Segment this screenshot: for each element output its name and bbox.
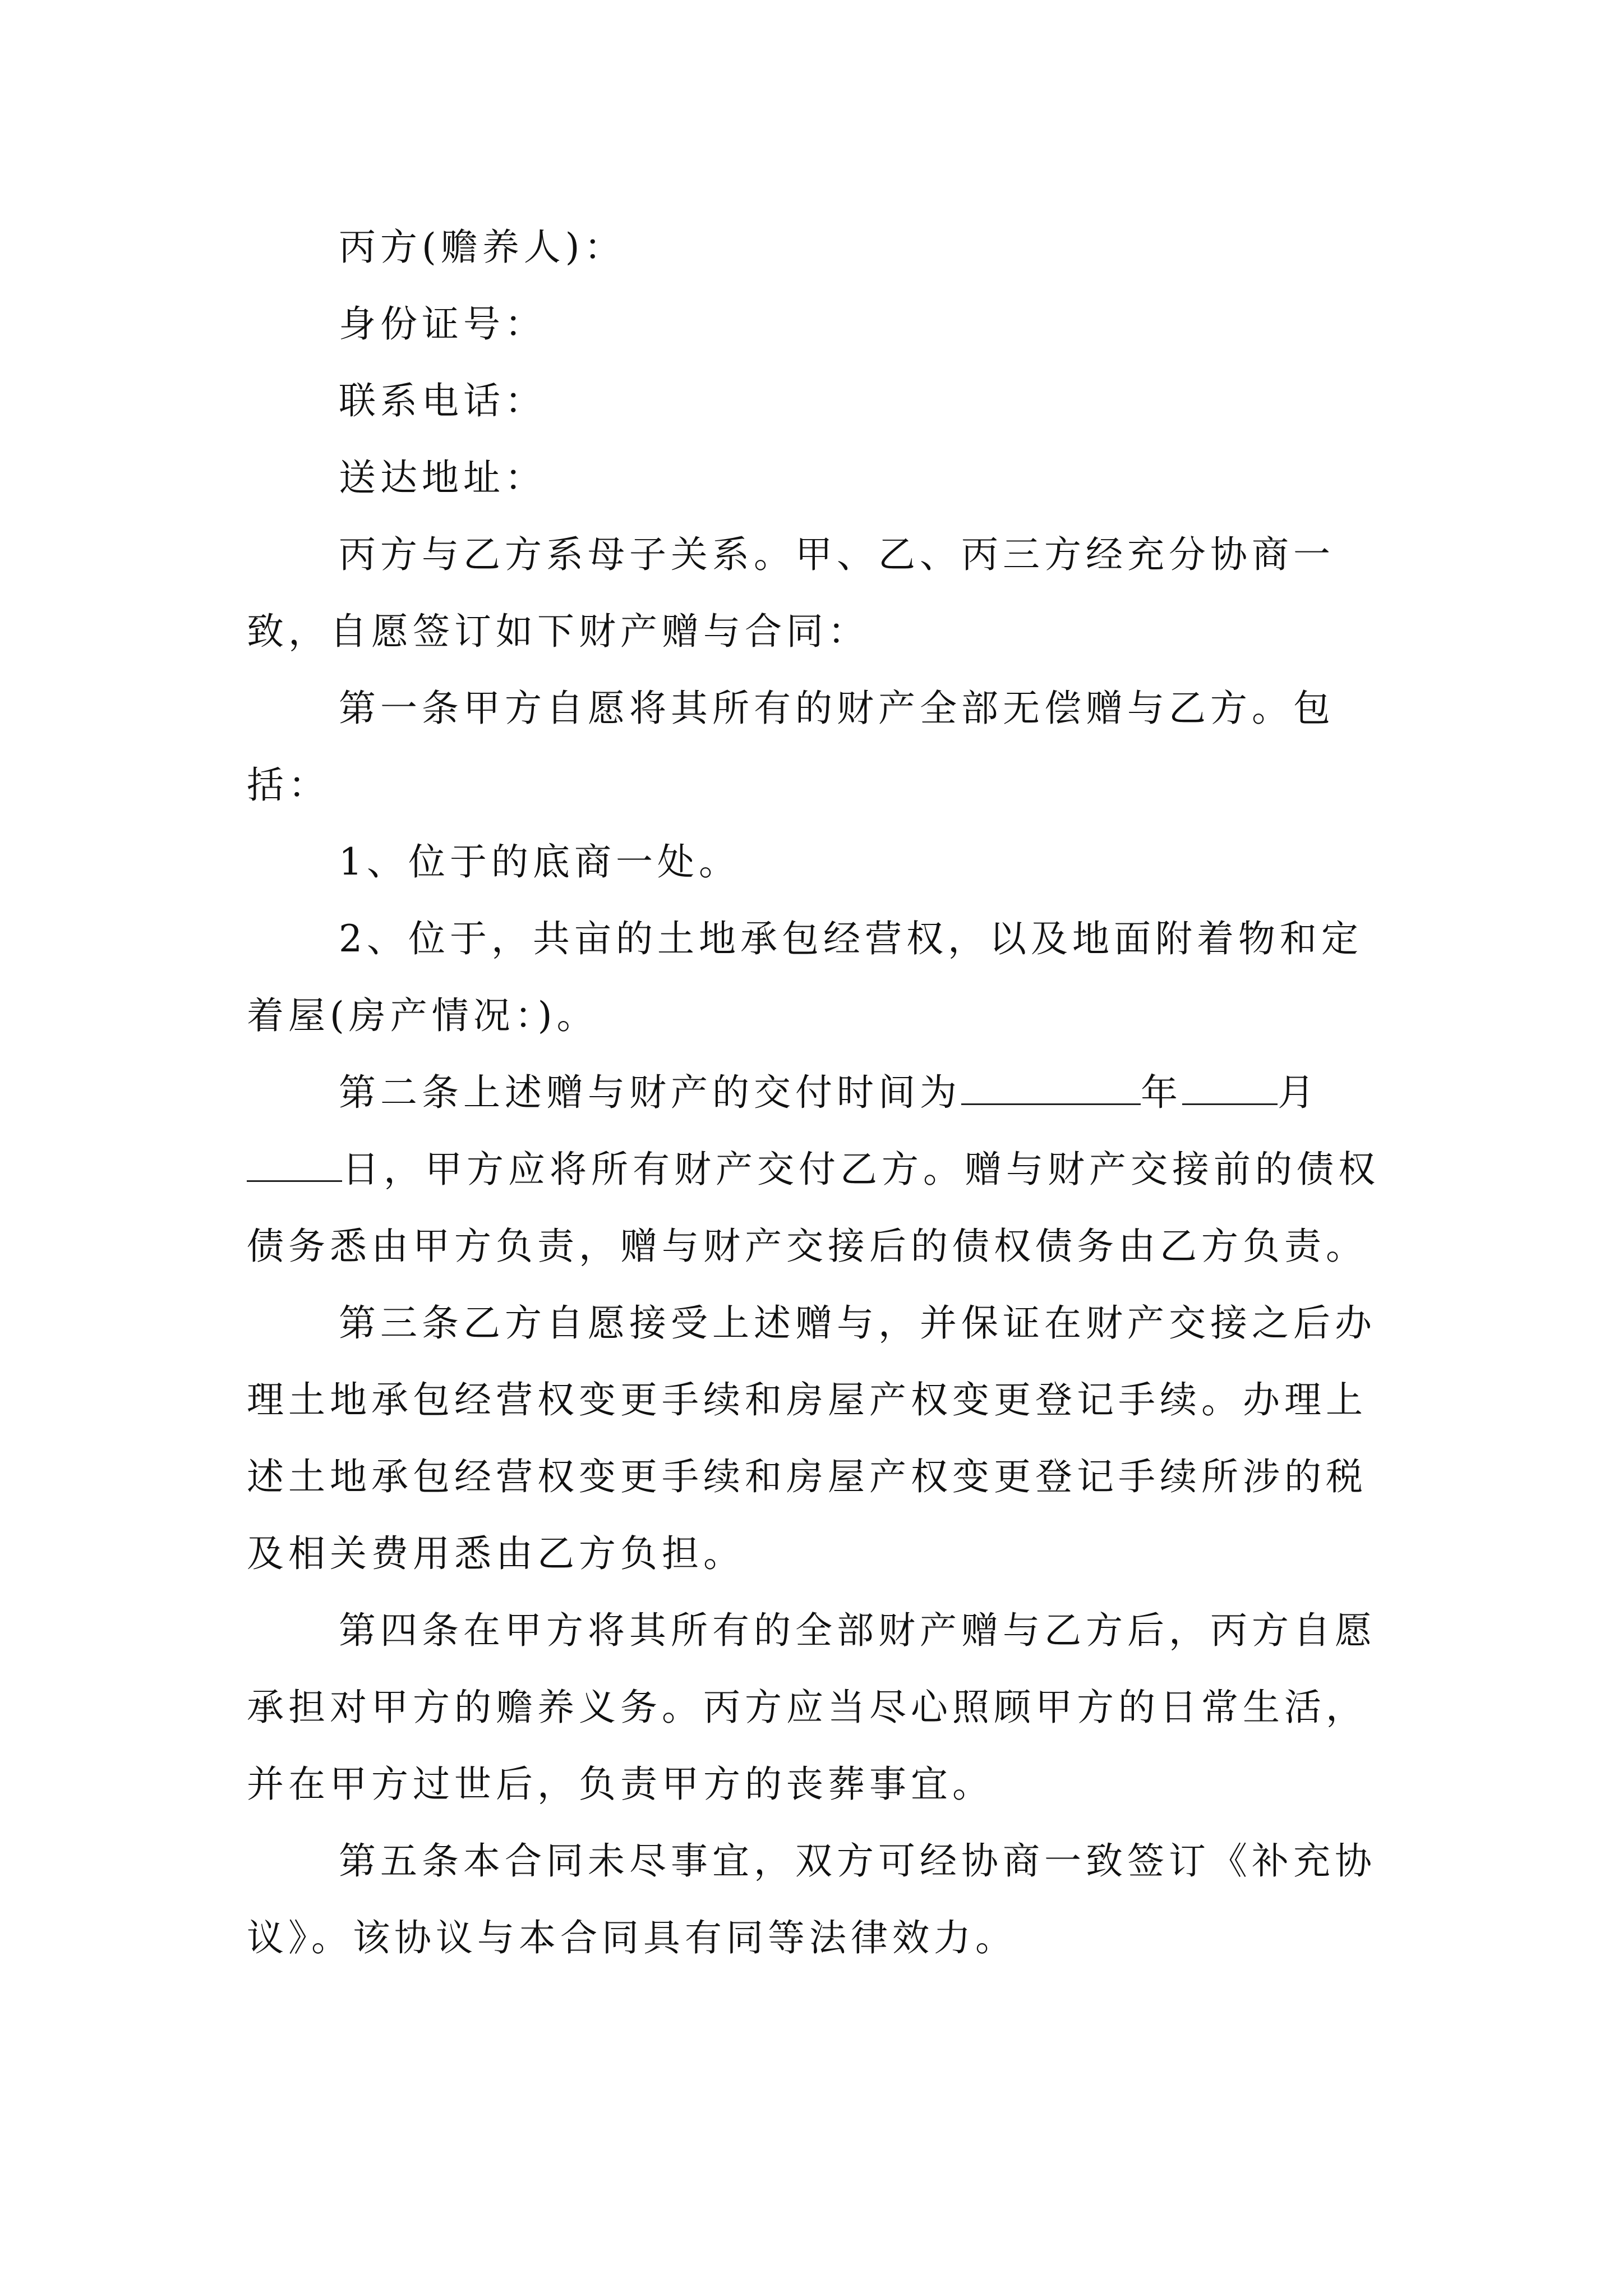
party-c-title: 丙方(赡养人)： <box>339 226 626 269</box>
year-label: 年 <box>1141 1071 1182 1114</box>
article-2-lead: 第二条上述赠与财产的交付时间为 <box>339 1071 961 1114</box>
id-number-label: 身份证号： <box>339 302 546 346</box>
document-body <box>247 209 1385 1976</box>
article-2-rest: 日，甲方应将所有财产交付乙方。赠与财产交接前的债权债务悉由甲方负责，赠与财产交接后的债权债务由乙方负责。 <box>247 1148 1380 1268</box>
intro-paragraph: 丙方与乙方系母子关系。甲、乙、丙三方经充分协商一致，自愿签订如下财产赠与合同： <box>247 533 1335 653</box>
article-4: 第四条在甲方将其所有的全部财产赠与乙方后，丙方自愿承担对甲方的赡养义务。丙方应当尽心照顾甲方的日常生活，并在甲方过世后，负责甲方的丧葬事宜。 <box>247 1609 1376 1806</box>
phone-label: 联系电话： <box>339 379 546 422</box>
address-label: 送达地址： <box>339 456 546 499</box>
article-1-item-1: 1、位于的底商一处。 <box>339 840 740 884</box>
article-1-item-2: 2、位于，共亩的土地承包经营权，以及地面附着物和定着屋(房产情况：)。 <box>247 917 1363 1037</box>
article-2 <box>247 1054 1385 1285</box>
month-label: 月 <box>1278 1071 1319 1114</box>
article-3: 第三条乙方自愿接受上述赠与，并保证在财产交接之后办理土地承包经营权变更手续和房屋产权变更登记手续。办理上述土地承包经营权变更手续和房屋产权变更登记手续所涉的税及相关费用悉由乙方负担。 <box>247 1301 1376 1575</box>
article-1: 第一条甲方自愿将其所有的财产全部无偿赠与乙方。包括： <box>247 687 1335 807</box>
year-blank <box>961 1064 1141 1105</box>
article-5: 第五条本合同未尽事宜，双方可经协商一致签订《补充协议》。该协议与本合同具有同等法律效力。 <box>247 1839 1376 1959</box>
month-blank <box>1182 1064 1278 1105</box>
day-blank <box>247 1141 342 1182</box>
